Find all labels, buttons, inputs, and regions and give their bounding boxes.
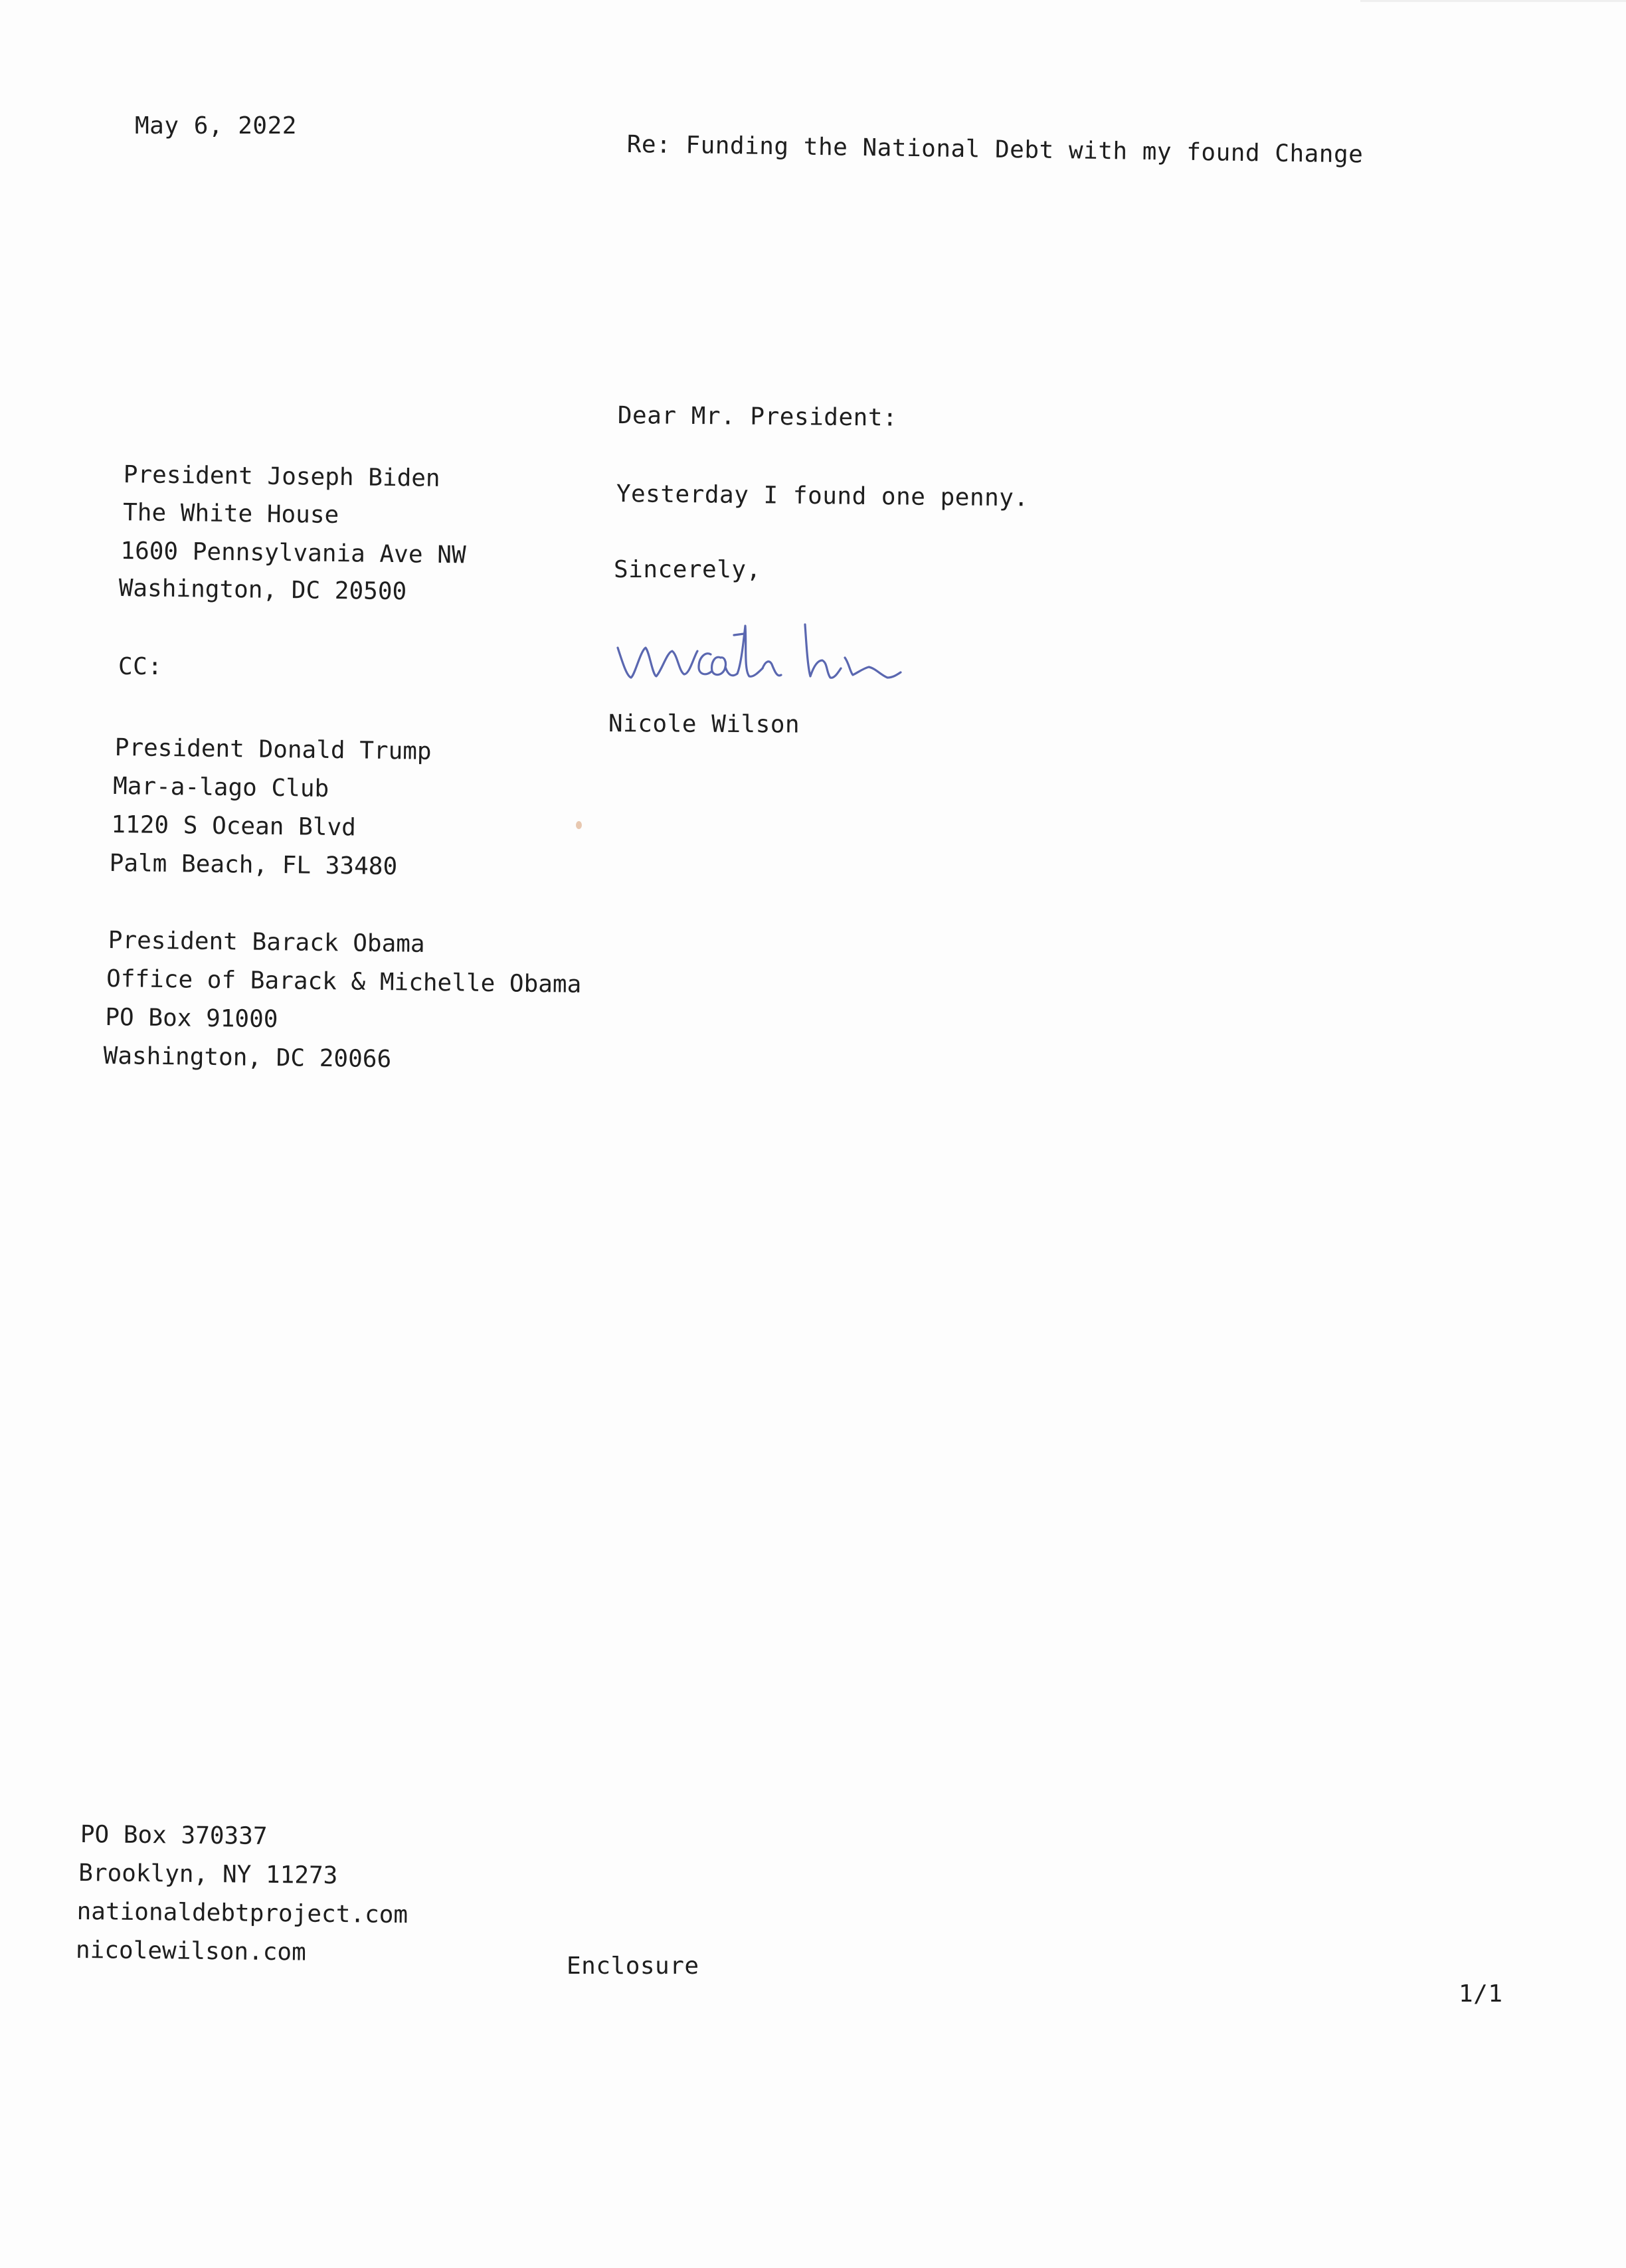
letter-salutation: Dear Mr. President:: [617, 402, 898, 432]
signer-name: Nicole Wilson: [608, 710, 800, 739]
cc-label: CC:: [118, 653, 163, 680]
handwritten-signature: [611, 611, 943, 704]
cc-recipient-line: Palm Beach, FL 33480: [109, 849, 398, 881]
sender-line: PO Box 370337: [80, 1821, 268, 1850]
enclosure-note: Enclosure: [567, 1952, 699, 1980]
recipient-line: The White House: [122, 499, 339, 529]
cc-recipient-line: 1120 S Ocean Blvd: [111, 810, 357, 842]
sender-line: Brooklyn, NY 11273: [78, 1859, 338, 1890]
recipient-line: President Joseph Biden: [123, 461, 440, 492]
letter-body: Yesterday I found one penny.: [616, 480, 1029, 512]
cc-recipient-line: Washington, DC 20066: [103, 1042, 392, 1074]
letter-date: May 6, 2022: [135, 112, 297, 140]
cc-recipient-line: President Donald Trump: [114, 734, 432, 765]
cc-recipient-line: President Barack Obama: [108, 927, 425, 958]
recipient-line: Washington, DC 20500: [118, 574, 407, 606]
letter-closing: Sincerely,: [614, 556, 761, 583]
cc-recipient-line: Mar-a-lago Club: [112, 773, 329, 803]
cc-recipient-line: Office of Barack & Michelle Obama: [106, 965, 582, 998]
sender-address: [0, 0, 617, 1998]
page-number: 1/1: [1459, 1980, 1503, 2008]
sender-line: nationaldebtproject.com: [76, 1897, 408, 1929]
page-edge-shadow: [1360, 0, 1626, 2]
letter-subject: Re: Funding the National Debt with my found Change: [626, 131, 1364, 169]
recipient-line: 1600 Pennsylvania Ave NW: [120, 537, 466, 569]
cc-recipient-line: PO Box 91000: [105, 1003, 278, 1034]
sender-line: nicolewilson.com: [75, 1936, 306, 1966]
